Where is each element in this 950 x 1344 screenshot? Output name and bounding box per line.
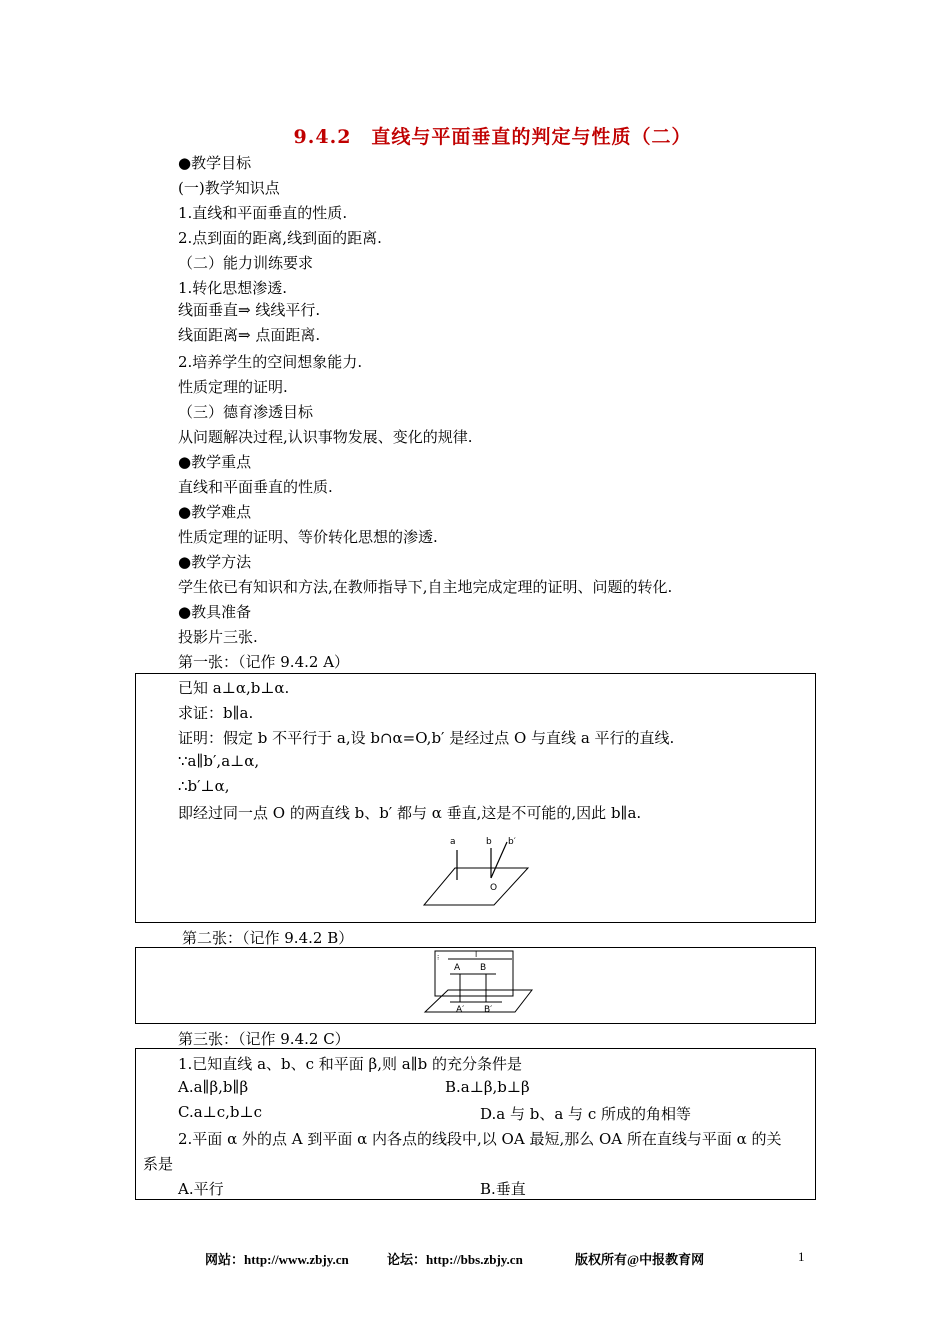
text-line: 投影片三张.	[178, 628, 258, 646]
proof-line: 求证：b∥a.	[178, 704, 254, 722]
text-line: 线面距离⇒ 点面距离.	[178, 326, 321, 344]
text-line: 线面垂直⇒ 线线平行.	[178, 301, 321, 319]
plane-alpha	[424, 868, 528, 905]
q2-option-a: A.平行	[178, 1180, 224, 1198]
subheading-ability: （二）能力训练要求	[178, 254, 314, 272]
label-B-prime: B′	[484, 1005, 493, 1015]
footer-site: 网站：http://www.zbjy.cn	[205, 1252, 349, 1267]
q1-option-b: B.a⊥β,b⊥β	[445, 1078, 530, 1096]
label-l: l	[475, 950, 478, 959]
slide-a-label: 第一张：（记作 9.4.2 A）	[178, 653, 350, 671]
label-corner: ⁝	[437, 954, 440, 962]
text-line: 性质定理的证明、等价转化思想的渗透.	[178, 528, 438, 546]
section-heading-tools: ●教具准备	[178, 603, 252, 621]
subheading-moral: （三）德育渗透目标	[178, 403, 314, 421]
footer-copyright: 版权所有@中报教育网	[575, 1252, 705, 1267]
text-line: 1.转化思想渗透.	[178, 279, 288, 297]
label-A-prime: A′	[456, 1005, 465, 1015]
text-line: 学生依已有知识和方法,在教师指导下,自主地完成定理的证明、问题的转化.	[178, 578, 673, 596]
text-line: 1.直线和平面垂直的性质.	[178, 204, 348, 222]
page-number: 1	[798, 1249, 805, 1264]
q1-option-a: A.a∥β,b∥β	[178, 1078, 249, 1096]
text-line: 性质定理的证明.	[178, 378, 288, 396]
section-heading-difficulties: ●教学难点	[178, 503, 252, 521]
horizontal-plane	[425, 990, 532, 1012]
figure-b-diagram	[420, 950, 535, 1016]
slide-b-label: 第二张：（记作 9.4.2 B）	[182, 929, 354, 947]
question-2-line2: 系是	[143, 1155, 174, 1173]
question-2-line1: 2.平面 α 外的点 A 到平面 α 内各点的线段中,以 OA 最短,那么 OA 所在直线与平面 α 的关	[178, 1130, 782, 1148]
label-B: B	[480, 963, 487, 973]
section-heading-objectives: ●教学目标	[178, 154, 252, 172]
q1-option-c: C.a⊥c,b⊥c	[178, 1103, 263, 1121]
label-b: b	[486, 837, 492, 847]
proof-line: 已知 a⊥α,b⊥α.	[178, 679, 290, 697]
label-A: A	[454, 963, 461, 973]
text-line: 2.培养学生的空间想象能力.	[178, 353, 363, 371]
subheading-knowledge: (一)教学知识点	[178, 179, 280, 197]
line-b-prime	[491, 842, 507, 878]
section-heading-method: ●教学方法	[178, 553, 252, 571]
proof-line: ∵a∥b′,a⊥α,	[178, 752, 260, 770]
figure-a-diagram	[410, 828, 540, 910]
proof-line: 证明：假定 b 不平行于 a,设 b∩α=O,b′ 是经过点 O 与直线 a 平行的直线.	[178, 729, 675, 747]
label-b-prime: b′	[508, 837, 516, 847]
proof-line: ∴b′⊥α,	[178, 777, 230, 795]
q2-option-b: B.垂直	[480, 1180, 526, 1198]
slide-c-label: 第三张：（记作 9.4.2 C）	[178, 1030, 350, 1048]
label-o: O	[490, 883, 498, 893]
text-line: 直线和平面垂直的性质.	[178, 478, 333, 496]
question-1: 1.已知直线 a、b、c 和平面 β,则 a∥b 的充分条件是	[178, 1055, 523, 1073]
proof-line: 即经过同一点 O 的两直线 b、b′ 都与 α 垂直,这是不可能的,因此 b∥a.	[178, 804, 642, 822]
page-title: 9.4.2 直线与平面垂直的判定与性质（二）	[293, 126, 692, 148]
q1-option-d: D.a 与 b、a 与 c 所成的角相等	[480, 1105, 691, 1123]
text-line: 2.点到面的距离,线到面的距离.	[178, 229, 382, 247]
label-a: a	[450, 837, 456, 847]
footer-forum: 论坛：http://bbs.zbjy.cn	[387, 1252, 523, 1267]
text-line: 从问题解决过程,认识事物发展、变化的规律.	[178, 428, 473, 446]
section-heading-keypoints: ●教学重点	[178, 453, 252, 471]
